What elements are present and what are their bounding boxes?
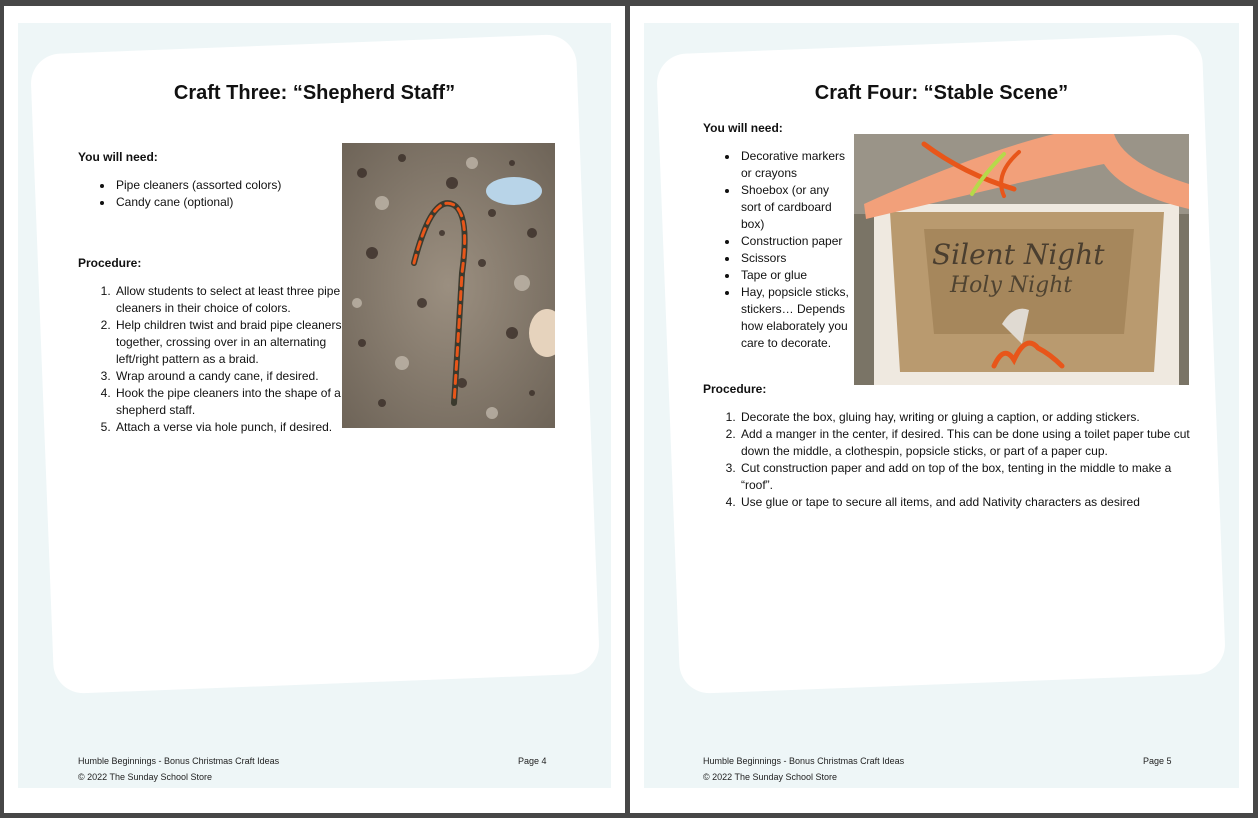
page-number: Page 5 [1143, 756, 1172, 766]
list-item: • Shoebox (or any sort of cardboard box) [739, 182, 851, 233]
list-item: • Hay, popsicle sticks, stickers… Depends how elaborately you care to decorate. [739, 284, 851, 352]
stable-scene-photo [854, 134, 1189, 385]
footer-title: Humble Beginnings - Bonus Christmas Craft Ideas [703, 756, 905, 766]
list-item: • Tape or glue [739, 267, 851, 284]
footer-copyright: © 2022 The Sunday School Store [78, 772, 213, 782]
list-item: 1. Allow students to select at least three pipe cleaners in their choice of colors. [114, 283, 342, 317]
list-item: • Candy cane (optional) [114, 194, 338, 211]
photo-caption-line2: Holy Night [950, 273, 1073, 298]
footer-copyright: © 2022 The Sunday School Store [703, 772, 838, 782]
footer-title: Humble Beginnings - Bonus Christmas Craft Ideas [78, 756, 280, 766]
photo-caption-line1: Silent Night [932, 238, 1105, 271]
document-page-5 [630, 6, 1253, 813]
procedure-heading: Procedure: [703, 382, 767, 396]
list-item: 3. Cut construction paper and add on top of the box, tenting in the middle to make a “roof”. [739, 460, 1193, 494]
list-item: 5. Attach a verse via hole punch, if desired. [114, 419, 342, 436]
procedure-list [78, 283, 342, 436]
list-item: • Pipe cleaners (assorted colors) [114, 177, 338, 194]
page-number: Page 4 [518, 756, 547, 766]
list-item: 2. Help children twist and braid pipe cleaners together, crossing over in an alternating left/right pattern as a braid. [114, 317, 342, 368]
list-item: 1. Decorate the box, gluing hay, writing or gluing a caption, or adding stickers. [739, 409, 1193, 426]
procedure-heading: Procedure: [78, 256, 142, 270]
list-item: • Construction paper [739, 233, 851, 250]
list-item: 4. Hook the pipe cleaners into the shape of a shepherd staff. [114, 385, 342, 419]
needs-heading: You will need: [703, 121, 783, 135]
shepherd-staff-photo [342, 143, 555, 428]
needs-heading: You will need: [78, 150, 158, 164]
list-item: 2. Add a manger in the center, if desired. This can be done using a toilet paper tube cut down the middle, a clothespin, popsicle sticks, or part of a paper cup. [739, 426, 1193, 460]
page-title: Craft Four: “Stable Scene” [814, 82, 1069, 104]
list-item: 4. Use glue or tape to secure all items, and add Nativity characters as desired [739, 494, 1193, 511]
list-item: 3. Wrap around a candy cane, if desired. [114, 368, 342, 385]
needs-list [78, 177, 338, 211]
list-item: • Decorative markers or crayons [739, 148, 851, 182]
list-item: • Scissors [739, 250, 851, 267]
procedure-list [703, 409, 1193, 511]
page-title: Craft Three: “Shepherd Staff” [173, 82, 456, 104]
needs-list [703, 148, 851, 352]
document-page-4 [4, 6, 625, 813]
